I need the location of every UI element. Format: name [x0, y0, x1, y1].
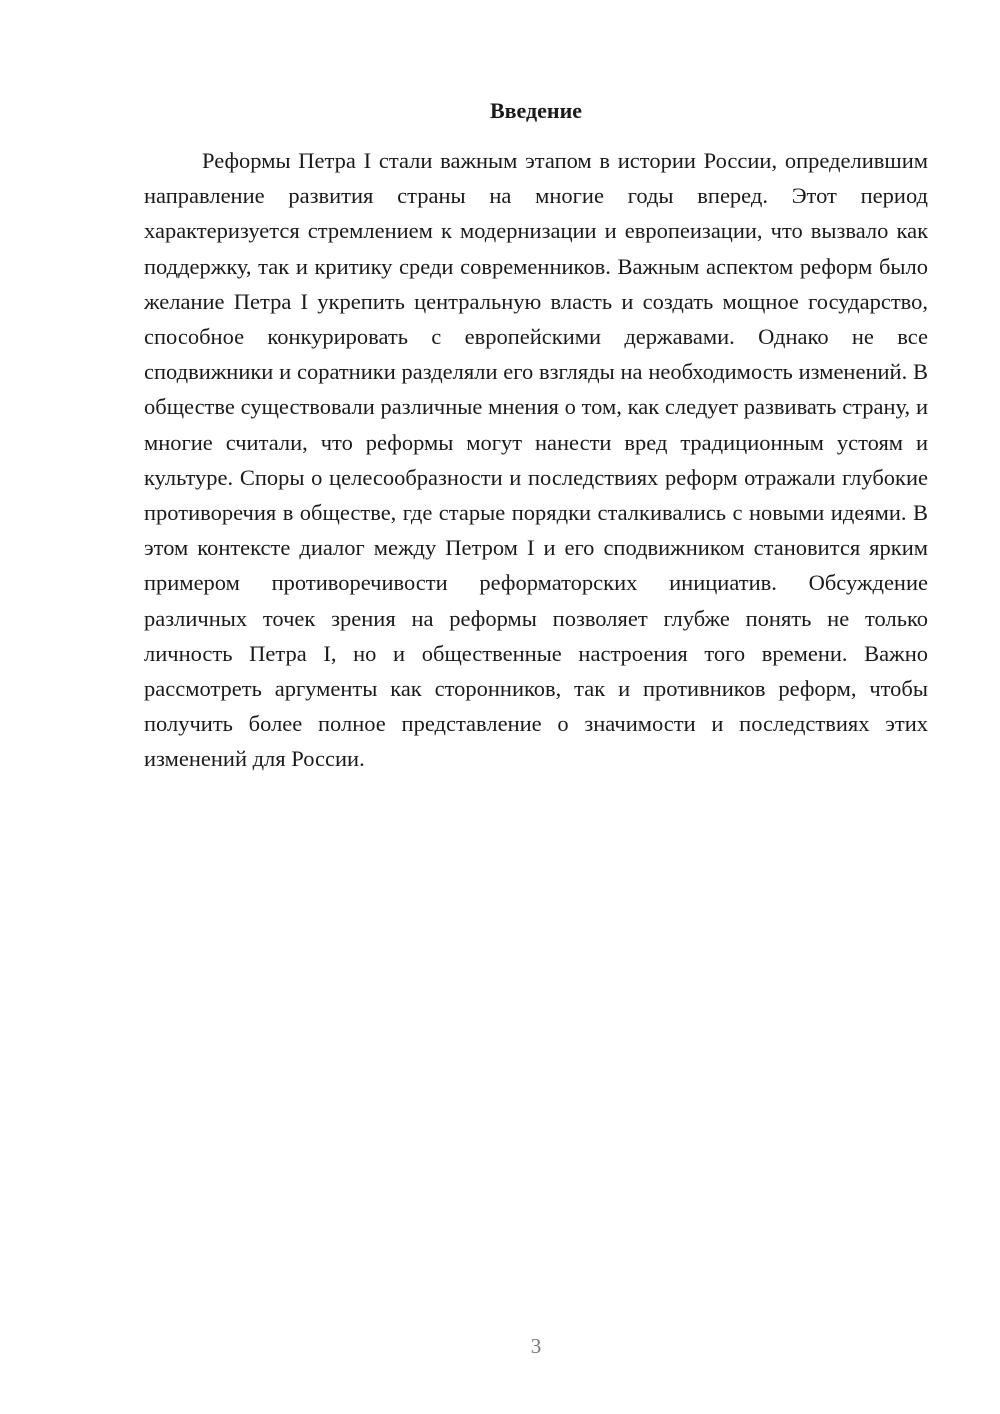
- section-heading: Введение: [489, 98, 583, 123]
- page-number: 3: [530, 1334, 542, 1358]
- body-paragraph: Реформы Петра I стали важным этапом в истории России, определившим направление развития страны на многие годы вперед. Этот период характеризуется стремлением к модернизации и европеизации, что вызвало как поддержку, так и критику среди современников. Важным аспектом реформ было желание Петра I укрепить центральную власть и создать мощное государство, способное конкурировать с европейскими державами. Однако не все сподвижники и соратники разделяли его взгляды на необходимость изменений. В обществе существовали различные мнения о том, как следует развивать страну, и многие считали, что реформы могут нанести вред традиционным устоям и культуре. Споры о целесообразности и последствиях реформ отражали глубокие противоречия в обществе, где старые порядки сталкивались с новыми идеями. В этом контексте диалог между Петром I и его сподвижником становится ярким примером противоречивости реформаторских инициатив. Обсуждение различных точек зрения на реформы позволяет глубже понять не только личность Петра I, но и общественные настроения того времени. Важно рассмотреть аргументы как сторонников, так и противников реформ, чтобы получить более полное представление о значимости и последствиях этих изменений для России.: [144, 148, 928, 772]
